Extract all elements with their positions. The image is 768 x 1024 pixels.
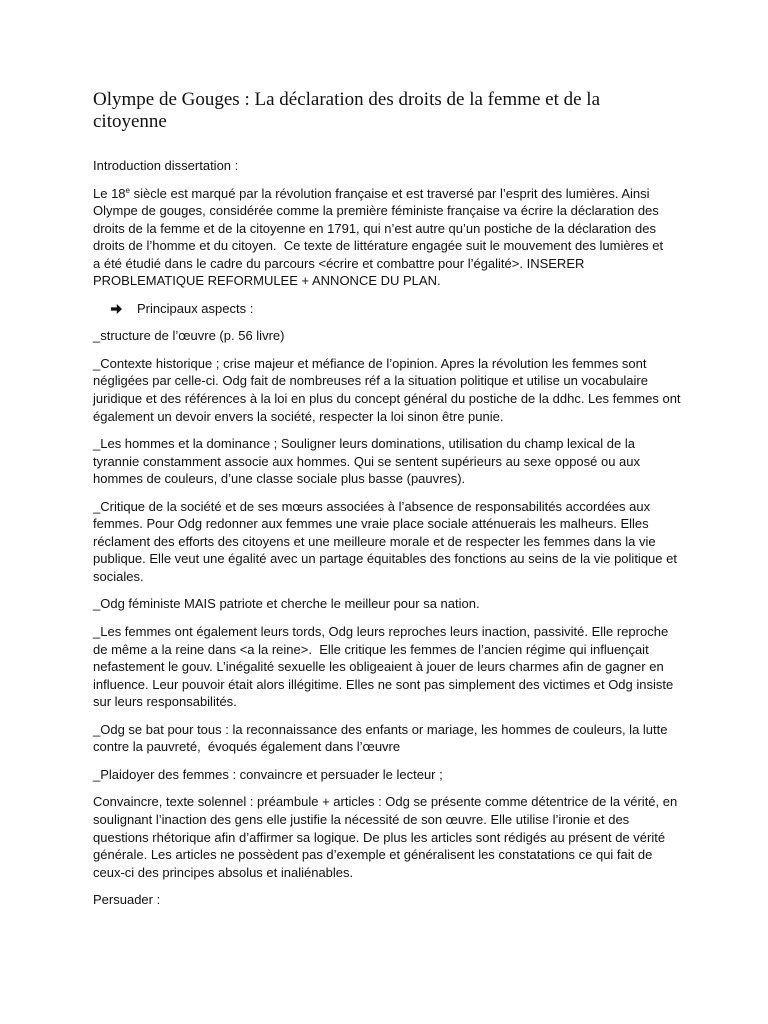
paragraph [93,327,753,345]
paragraph-line: hommes de couleurs, d’une classe sociale plus basse (pauvres). [93,471,466,487]
paragraph-line: Olympe de gouges, considérée comme la première féministe française va écrire la déclaration des [93,203,659,219]
heading-line: Introduction dissertation : [93,158,239,173]
paragraph [93,721,753,756]
paragraph-line: sociales. [93,568,144,584]
paragraph [93,793,753,881]
bullet-item [93,300,753,318]
paragraph [93,766,753,784]
paragraph-line: _Les hommes et la dominance ; Souligner leurs dominations, utilisation du champ lexical de la [93,436,635,452]
paragraph-line: _Les femmes ont également leurs tords, Odg leurs reproches leurs inaction, passivité. Elle reproche [93,624,669,640]
document-body [93,157,753,919]
paragraph-line: _structure de l’œuvre (p. 56 livre) [93,328,285,344]
line-text: siècle est marqué par la révolution française et est traversé par l’esprit des lumières. Ainsi [130,185,650,201]
paragraph-line: _Odg se bat pour tous : la reconnaissance des enfants or mariage, les hommes de couleurs, la lutte [93,721,668,737]
paragraph-line: a été étudié dans le cadre du parcours <écrire et combattre pour l’égalité>. INSERER [93,255,585,271]
paragraph-line: PROBLEMATIQUE REFORMULEE + ANNONCE DU PLAN. [93,273,441,289]
superscript: e [125,185,130,195]
paragraph-line: _Plaidoyer des femmes : convaincre et persuader le lecteur ; [93,766,443,782]
paragraph [93,355,753,425]
paragraph-line: Persuader : [93,892,161,908]
paragraph-line: également un devoir envers la société, respecter la loi sinon être punie. [93,408,504,424]
paragraph-line: sur leurs responsabilités. [93,694,237,710]
paragraph-line: publique. Elle veut une égalité avec un partage équitables des fonctions au seins de la vie politique et [93,551,677,567]
paragraph-line [93,185,753,203]
paragraph-line: juridique et des références à la loi en plus du concept général du postiche de la ddhc. Les femmes ont [93,391,681,407]
paragraph [93,891,753,909]
title-line: Olympe de Gouges : La déclaration des droits de la femme et de la [93,89,601,110]
paragraph-line: _Odg féministe MAIS patriote et cherche le meilleur pour sa nation. [93,596,480,612]
paragraph-line: _Contexte historique ; crise majeur et méfiance de l’opinion. Apres la révolution les femmes sont [93,355,647,371]
intro-paragraph [93,185,753,290]
paragraph-line: réclament des efforts des citoyens et une meilleure morale et de respecter les femmes dans la vie [93,533,656,549]
paragraph [93,498,753,586]
section-heading [93,157,753,175]
paragraph [93,435,753,488]
document-title [93,89,600,133]
paragraph-line: de même a la reine dans <a la reine>. Elle critique les femmes de l’ancien régime qui influençait [93,641,649,657]
paragraph-line: influence. Leur pouvoir était alors illégitime. Elles ne sont pas simplement des victimes et Odg insiste [93,676,674,692]
arrow-right-icon [111,304,122,314]
paragraph-line: négligées par celle-ci. Odg fait de nombreuses réf a la situation politique et utilise un vocabulaire [93,373,648,389]
paragraph-line: questions rhétorique afin d’affirmer sa logique. De plus les articles sont rédigés au présent de vérité [93,829,666,845]
paragraph [93,595,753,613]
paragraph-line: droits de l’homme et du citoyen. Ce texte de littérature engagée suit le mouvement des lumières et [93,238,664,254]
paragraph-line: contre la pauvreté, évoqués également dans l’œuvre [93,739,401,755]
bullet-text: Principaux aspects : [137,300,254,316]
paragraph-line: droits de la femme et de la citoyenne en 1791, qui n’est autre qu’un postiche de la déclaration des [93,220,656,236]
line-text: Le 18 [93,185,126,201]
paragraph-line: ceux-ci des principes absolus et inaliénables. [93,864,354,880]
paragraph-line: soulignant l’inaction des gens elle justifie la nécessité de son œuvre. Elle utilise l’ironie et des [93,811,630,827]
paragraph-line: nefastement le gouv. L’inégalité sexuelle les obligeaient à jouer de leurs charmes afin de gagner en [93,659,664,675]
title-line: citoyenne [93,111,167,132]
paragraph [93,623,753,711]
paragraph-line: _Critique de la société et de ses mœurs associées à l’absence de responsabilités accordées aux [93,498,651,514]
paragraph-line: tyrannie constamment associe aux hommes. Qui se sentent supérieurs au sexe opposé ou aux [93,453,641,469]
paragraph-line: Convaincre, texte solennel : préambule + articles : Odg se présente comme détentrice de la vérité, en [93,794,678,810]
paragraph-line: générale. Les articles ne possèdent pas d’exemple et généralisent les constatations ce qui fait de [93,847,653,863]
paragraph-line: femmes. Pour Odg redonner aux femmes une vraie place sociale atténuerais les malheurs. Elles [93,516,649,532]
